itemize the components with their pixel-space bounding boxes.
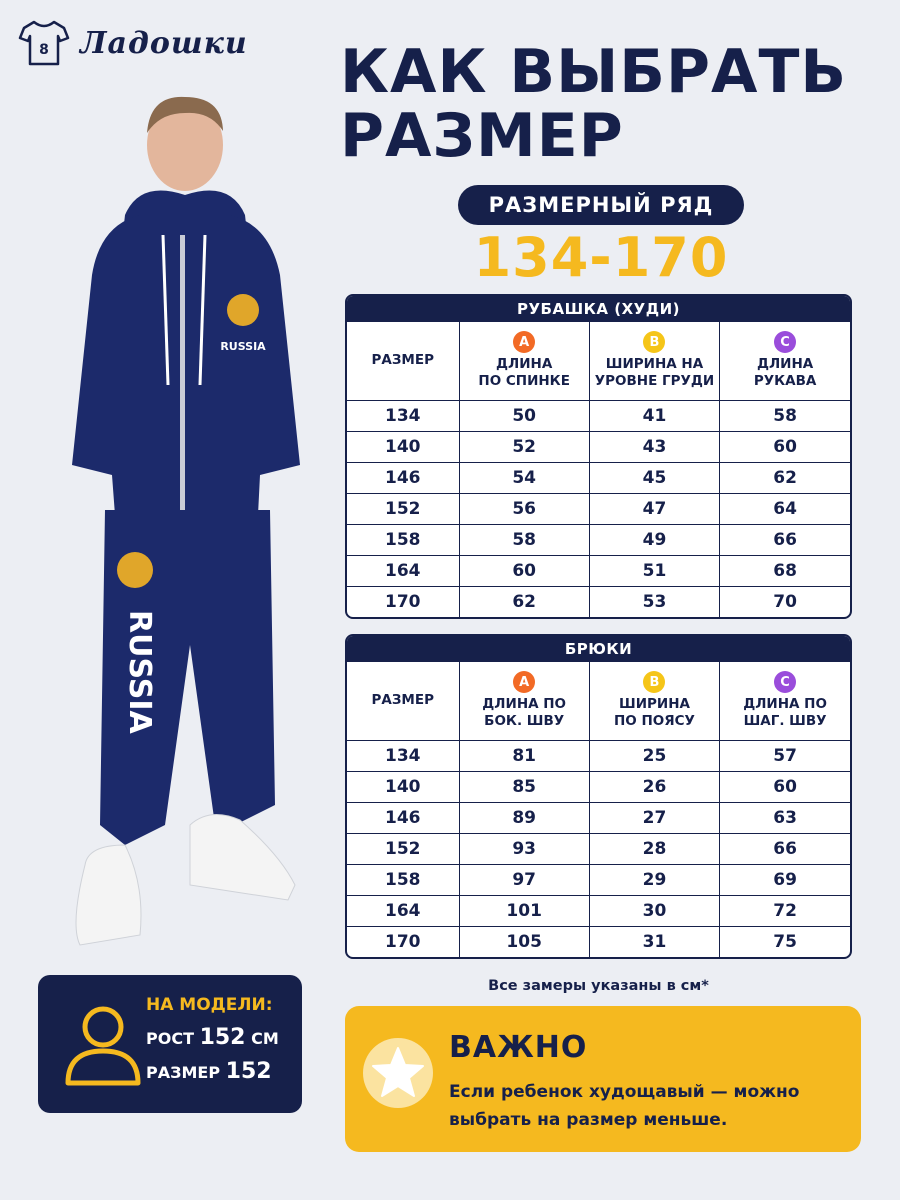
model-info-box bbox=[38, 975, 302, 1113]
page-title bbox=[340, 37, 848, 171]
svg-text:8: 8 bbox=[39, 42, 49, 58]
column-header-label: ДЛИНА ПО БОК. ШВУ bbox=[482, 696, 567, 730]
important-title: ВАЖНО bbox=[449, 1030, 588, 1065]
table-cell: 45 bbox=[589, 462, 719, 493]
table-row bbox=[347, 802, 850, 833]
pants-size-table bbox=[345, 634, 852, 959]
table-cell: 58 bbox=[720, 400, 850, 431]
brand-name: Ладошки bbox=[80, 25, 248, 61]
page-title-line1: КАК ВЫБРАТЬ bbox=[340, 37, 848, 107]
table-cell: 72 bbox=[720, 895, 850, 926]
table-cell: 85 bbox=[459, 771, 589, 802]
table-cell: 60 bbox=[459, 555, 589, 586]
table-cell: 105 bbox=[459, 926, 589, 957]
table-cell: 89 bbox=[459, 802, 589, 833]
table-cell: 170 bbox=[347, 926, 459, 957]
table-header-row bbox=[347, 662, 850, 740]
table-row bbox=[347, 555, 850, 586]
model-height-unit: СМ bbox=[251, 1029, 279, 1048]
table-cell: 146 bbox=[347, 462, 459, 493]
model-height-label: РОСТ bbox=[146, 1029, 194, 1048]
table-cell: 29 bbox=[589, 864, 719, 895]
table-cell: 49 bbox=[589, 524, 719, 555]
column-header-label: ДЛИНА РУКАВА bbox=[753, 356, 817, 390]
page-title-line2: РАЗМЕР bbox=[340, 101, 624, 171]
column-header bbox=[459, 662, 589, 740]
column-header-label: ШИРИНА НА УРОВНЕ ГРУДИ bbox=[594, 356, 715, 390]
model-photo bbox=[30, 85, 330, 965]
table-cell: 31 bbox=[589, 926, 719, 957]
table-row bbox=[347, 586, 850, 617]
svg-text:RUSSIA: RUSSIA bbox=[220, 340, 266, 353]
table-cell: 58 bbox=[459, 524, 589, 555]
table-cell: 28 bbox=[589, 833, 719, 864]
table-cell: 25 bbox=[589, 740, 719, 771]
person-icon bbox=[56, 997, 150, 1091]
shirt-table-caption: РУБАШКА (ХУДИ) bbox=[347, 296, 850, 322]
table-cell: 30 bbox=[589, 895, 719, 926]
measure-badge: C bbox=[774, 671, 796, 693]
table-cell: 152 bbox=[347, 833, 459, 864]
table-cell: 63 bbox=[720, 802, 850, 833]
pants-table-caption: БРЮКИ bbox=[347, 636, 850, 662]
column-header-label: РАЗМЕР bbox=[371, 692, 434, 709]
measure-badge: B bbox=[643, 671, 665, 693]
column-header bbox=[720, 322, 850, 400]
table-cell: 69 bbox=[720, 864, 850, 895]
measure-badge: A bbox=[513, 331, 535, 353]
shirt-size-table bbox=[345, 294, 852, 619]
measure-badge: A bbox=[513, 671, 535, 693]
measurement-note: Все замеры указаны в см* bbox=[488, 978, 709, 994]
size-range-value: 134-170 bbox=[473, 226, 729, 289]
table-row bbox=[347, 493, 850, 524]
table-cell: 158 bbox=[347, 524, 459, 555]
table-row bbox=[347, 895, 850, 926]
table-cell: 97 bbox=[459, 864, 589, 895]
column-header bbox=[589, 322, 719, 400]
size-range-label: РАЗМЕРНЫЙ РЯД bbox=[458, 185, 744, 225]
column-header-label: РАЗМЕР bbox=[371, 352, 434, 369]
table-cell: 170 bbox=[347, 586, 459, 617]
star-icon bbox=[361, 1036, 435, 1110]
table-cell: 140 bbox=[347, 431, 459, 462]
model-size-value: 152 bbox=[225, 1059, 272, 1084]
model-height-value: 152 bbox=[199, 1025, 246, 1050]
table-cell: 134 bbox=[347, 740, 459, 771]
table-cell: 66 bbox=[720, 833, 850, 864]
table-cell: 158 bbox=[347, 864, 459, 895]
tshirt-icon bbox=[18, 18, 70, 68]
brand-logo bbox=[18, 18, 248, 68]
table-row bbox=[347, 833, 850, 864]
model-info-title: НА МОДЕЛИ: bbox=[146, 995, 273, 1015]
table-row bbox=[347, 771, 850, 802]
table-cell: 134 bbox=[347, 400, 459, 431]
table-cell: 51 bbox=[589, 555, 719, 586]
table-cell: 164 bbox=[347, 895, 459, 926]
table-cell: 152 bbox=[347, 493, 459, 524]
table-cell: 66 bbox=[720, 524, 850, 555]
important-text: Если ребенок худощавый — можно выбрать на размер меньше. bbox=[449, 1082, 800, 1130]
table-cell: 140 bbox=[347, 771, 459, 802]
table-cell: 164 bbox=[347, 555, 459, 586]
table-cell: 60 bbox=[720, 431, 850, 462]
column-header bbox=[589, 662, 719, 740]
table-cell: 146 bbox=[347, 802, 459, 833]
column-header-label: ШИРИНА ПО ПОЯСУ bbox=[614, 696, 695, 730]
table-cell: 101 bbox=[459, 895, 589, 926]
column-header bbox=[459, 322, 589, 400]
table-cell: 47 bbox=[589, 493, 719, 524]
model-height bbox=[146, 1025, 279, 1050]
table-cell: 54 bbox=[459, 462, 589, 493]
table-cell: 41 bbox=[589, 400, 719, 431]
table-cell: 50 bbox=[459, 400, 589, 431]
column-header bbox=[347, 322, 459, 400]
table-cell: 81 bbox=[459, 740, 589, 771]
table-cell: 27 bbox=[589, 802, 719, 833]
print-text: RUSSIA bbox=[122, 610, 157, 734]
column-header-label: ДЛИНА ПО ШАГ. ШВУ bbox=[743, 696, 827, 730]
table-row bbox=[347, 864, 850, 895]
column-header bbox=[347, 662, 459, 740]
table-cell: 60 bbox=[720, 771, 850, 802]
column-header-label: ДЛИНА ПО СПИНКЕ bbox=[478, 356, 570, 390]
table-row bbox=[347, 400, 850, 431]
table-row bbox=[347, 740, 850, 771]
table-cell: 62 bbox=[720, 462, 850, 493]
measure-badge: C bbox=[774, 331, 796, 353]
table-row bbox=[347, 524, 850, 555]
table-cell: 93 bbox=[459, 833, 589, 864]
model-size-label: РАЗМЕР bbox=[146, 1063, 221, 1082]
table-cell: 43 bbox=[589, 431, 719, 462]
measure-badge: B bbox=[643, 331, 665, 353]
column-header bbox=[720, 662, 850, 740]
table-row bbox=[347, 926, 850, 957]
important-box bbox=[345, 1006, 861, 1152]
table-cell: 26 bbox=[589, 771, 719, 802]
table-cell: 64 bbox=[720, 493, 850, 524]
table-cell: 53 bbox=[589, 586, 719, 617]
table-cell: 70 bbox=[720, 586, 850, 617]
table-header-row bbox=[347, 322, 850, 400]
table-cell: 52 bbox=[459, 431, 589, 462]
table-cell: 57 bbox=[720, 740, 850, 771]
model-size bbox=[146, 1059, 272, 1084]
table-cell: 56 bbox=[459, 493, 589, 524]
table-row bbox=[347, 431, 850, 462]
table-cell: 62 bbox=[459, 586, 589, 617]
table-cell: 68 bbox=[720, 555, 850, 586]
table-row bbox=[347, 462, 850, 493]
table-cell: 75 bbox=[720, 926, 850, 957]
